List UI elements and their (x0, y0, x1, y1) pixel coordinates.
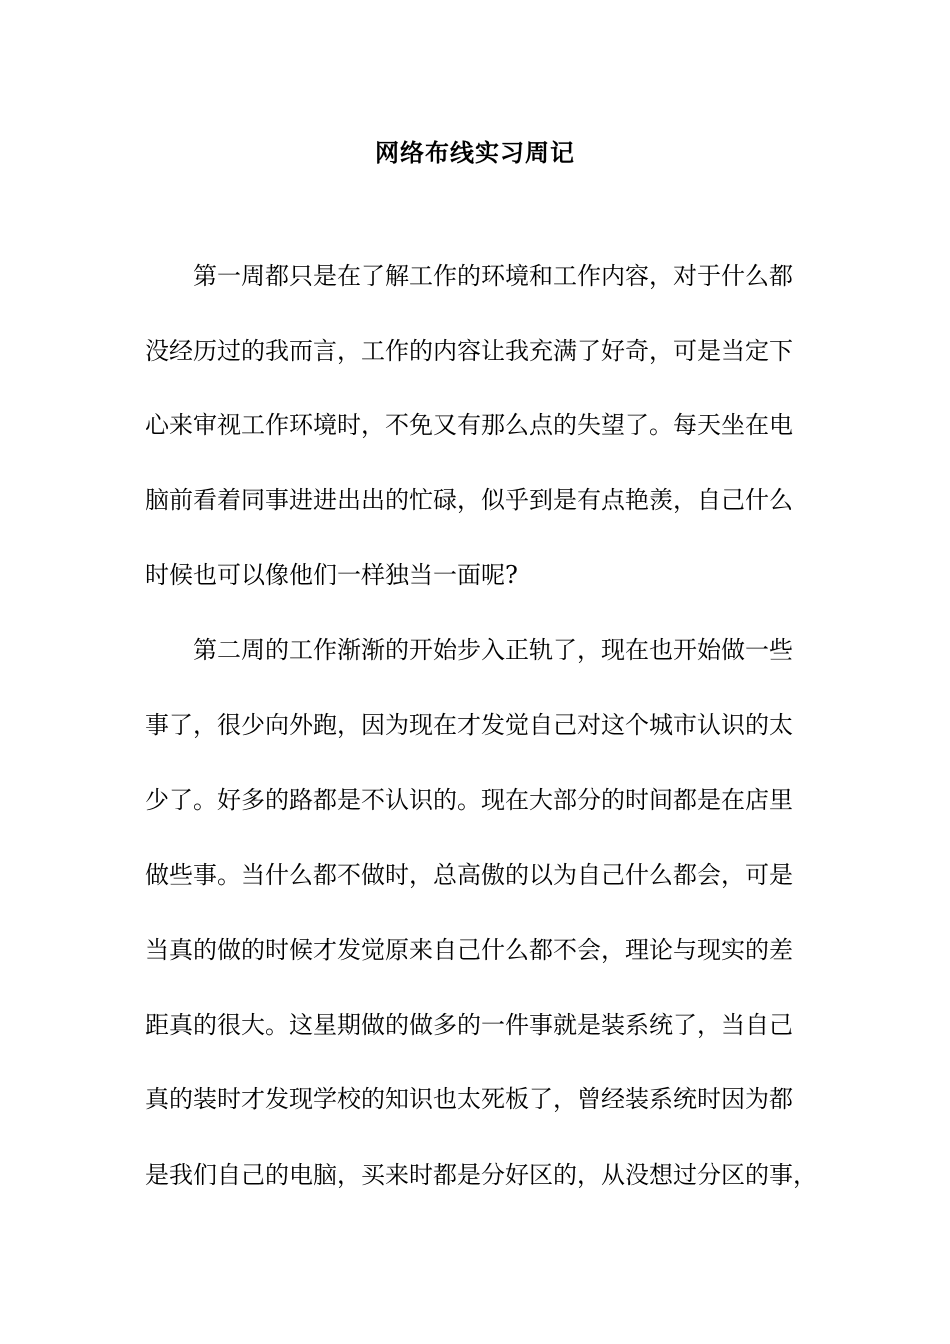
paragraph-2-line-3: 少了。好多的路都是不认识的。现在大部分的时间都是在店里 (145, 786, 793, 814)
paragraph-2-line-8: 是我们自己的电脑，买来时都是分好区的，从没想过分区的事， (145, 1161, 817, 1189)
paragraph-2-line-6: 距真的很大。这星期做的做多的一件事就是装系统了，当自己 (145, 1011, 793, 1039)
paragraph-1-line-2: 没经历过的我而言，工作的内容让我充满了好奇，可是当定下 (145, 337, 793, 365)
document-title: 网络布线实习周记 (375, 138, 575, 167)
paragraph-2-line-4: 做些事。当什么都不做时，总高傲的以为自己什么都会，可是 (145, 861, 793, 889)
paragraph-1-line-5: 时候也可以像他们一样独当一面呢? (145, 561, 518, 589)
paragraph-1-line-4: 脑前看着同事进进出出的忙碌，似乎到是有点艳羡，自己什么 (145, 486, 793, 514)
paragraph-2-line-1: 第二周的工作渐渐的开始步入正轨了，现在也开始做一些 (193, 636, 793, 664)
paragraph-1-line-3: 心来审视工作环境时，不免又有那么点的失望了。每天坐在电 (145, 411, 793, 439)
paragraph-2-line-5: 当真的做的时候才发觉原来自己什么都不会，理论与现实的差 (145, 936, 793, 964)
paragraph-2-line-7: 真的装时才发现学校的知识也太死板了，曾经装系统时因为都 (145, 1085, 793, 1113)
paragraph-2-line-2: 事了，很少向外跑，因为现在才发觉自己对这个城市认识的太 (145, 711, 793, 739)
paragraph-1-line-1: 第一周都只是在了解工作的环境和工作内容，对于什么都 (193, 262, 793, 290)
